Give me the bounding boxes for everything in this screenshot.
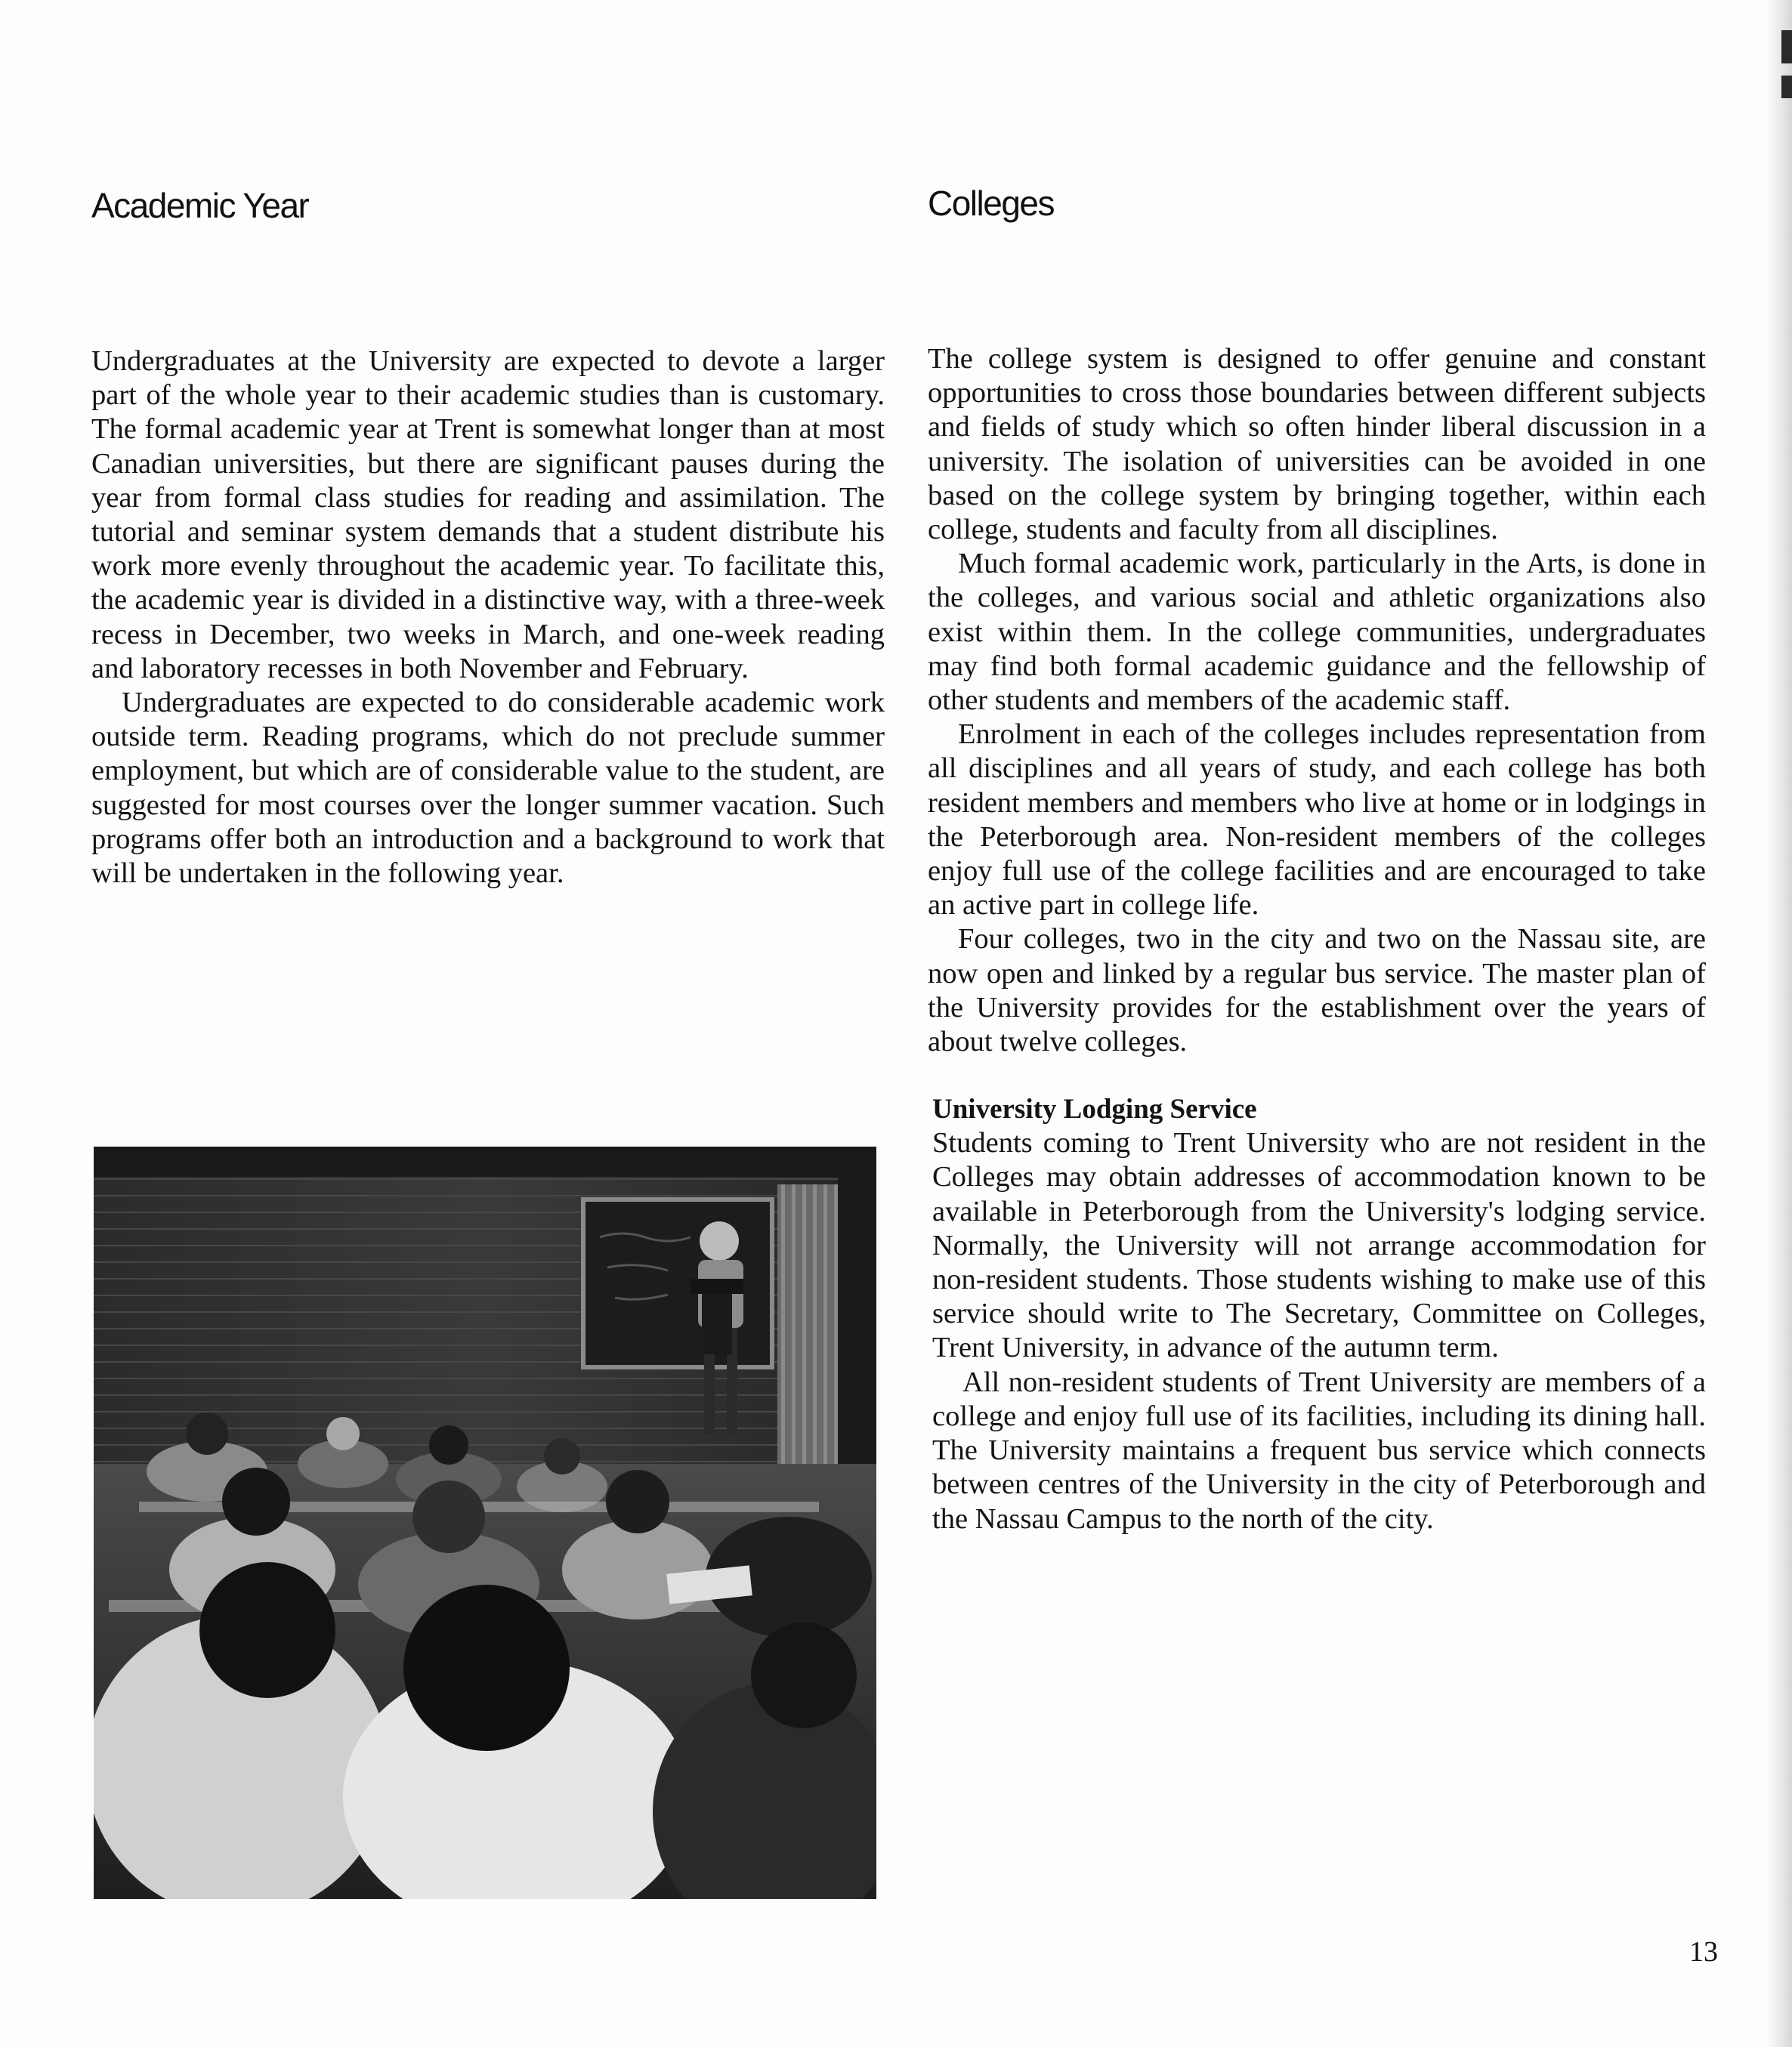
scan-edge-mark — [1781, 30, 1792, 63]
colleges-heading: Colleges — [928, 184, 1054, 223]
academic-year-text-column — [91, 344, 885, 891]
body-paragraph: Undergraduates are expected to do considerable academic work outside term. Reading programs, which do not preclude summer employment, but which are of considerable value to the student, are suggested for most courses over the longer summer vacation. Such programs offer both an introduction and a background to work that will be undertaken in the following year. — [91, 687, 885, 890]
body-paragraph: Undergraduates at the University are expected to devote a larger part of the whole year to their academic studies than is customary. The formal academic year at Trent is somewhat longer than at most Canadian universities, but there are significant pauses during the year from formal class studies for reading and assimilation. The tutorial and seminar system demands that a student distribute his work more evenly throughout the academic year. To facilitate this, the academic year is divided in a distinctive way, with a three-week recess in December, two weeks in March, and one-week reading and laboratory recesses in both November and February. — [91, 345, 885, 684]
body-paragraph: Much formal academic work, particularly in the Arts, is done in the colleges, and various social and athletic organizations also exist within them. In the college communities, undergraduates may find both formal academic guidance and the fellowship of other students and members of the academic staff. — [928, 548, 1706, 717]
page-edge-shadow — [1766, 0, 1792, 2047]
lodging-service-subheading: University Lodging Service — [932, 1094, 1257, 1125]
body-paragraph: Students coming to Trent University who are not resident in the Colleges may obtain addresses of accommodation known to be available in Peterborough from the University's lodging service. Normally, the University will not arrange accommodation for non-resident students. Those students wishing to make use of this service should write to The Secretary, Committee on Colleges, Trent University, in advance of the autumn term. — [932, 1127, 1706, 1364]
scan-edge-mark — [1781, 76, 1792, 98]
body-paragraph: Four colleges, two in the city and two on the Nassau site, are now open and linked by a regular bus service. The master plan of the University provides for the establishment over the years of about twelve colleges. — [928, 923, 1706, 1058]
body-paragraph: Enrolment in each of the colleges includes representation from all disciplines and all years of study, and each college has both resident members and members who live at home or in lodgings in the Peterborough area. Non-resident members of the colleges enjoy full use of the college facilities and are encouraged to take an active part in college life. — [928, 718, 1706, 922]
page-number: 13 — [1689, 1936, 1718, 1968]
academic-year-heading: Academic Year — [91, 186, 309, 225]
colleges-text-column — [928, 342, 1706, 1536]
body-paragraph: The college system is designed to offer genuine and constant opportunities to cross those boundaries between different subjects and fields of study which so often hinder liberal discussion in a university. The isolation of universities can be avoided in one based on the college system by bringing together, within each college, students and faculty from all disciplines. — [928, 343, 1706, 546]
body-paragraph: All non-resident students of Trent University are members of a college and enjoy full use of its facilities, including its dining hall. The University maintains a frequent bus service which connects between centres of the University in the city of Peterborough and the Nassau Campus to the north of the city. — [932, 1366, 1706, 1535]
lecture-hall-photo — [94, 1147, 876, 1899]
